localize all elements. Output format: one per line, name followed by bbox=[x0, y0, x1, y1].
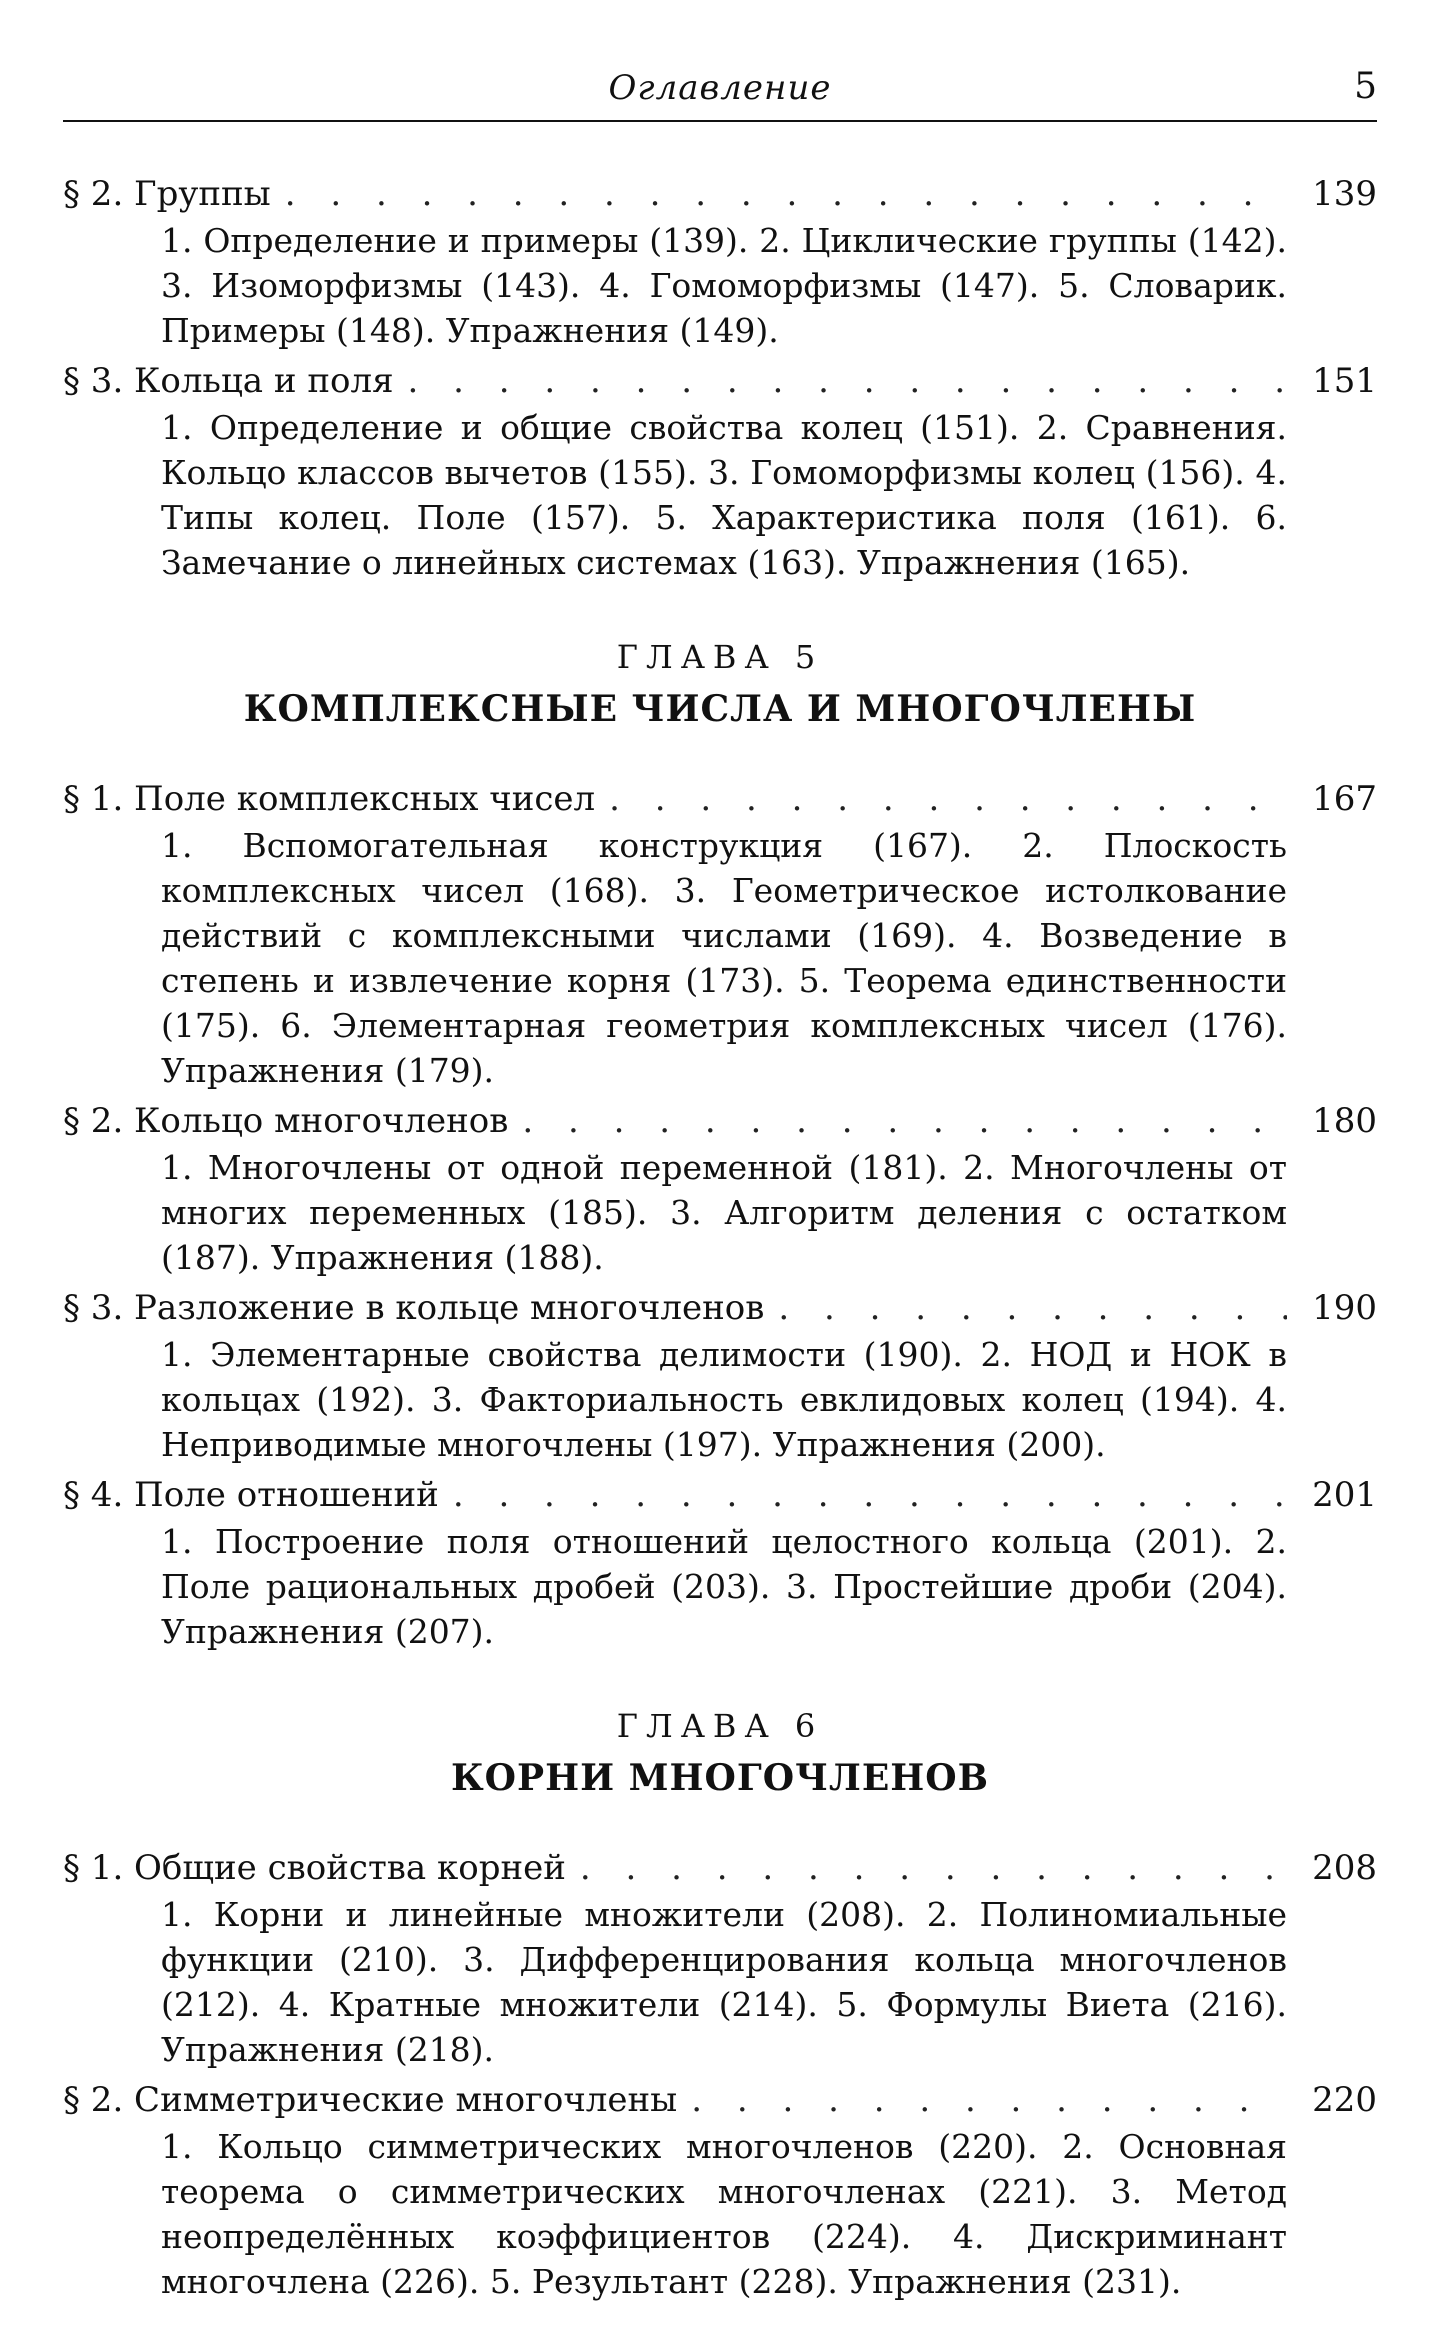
toc-block-chapter-6 bbox=[63, 1846, 1377, 2304]
toc-entry bbox=[63, 359, 1377, 585]
section-title: § 4. Поле отношений bbox=[63, 1475, 439, 1515]
section-description: 1. Вспомогательная конструкция (167). 2. Плоскость комплексных чисел (168). 3. Геометрическое истолкование действий с комплексными числами (169). 4. Возведение в степень и извлечение корня (173). 5. Теорема единственности (175). 6. Элементарная геометрия комплексных чисел (176). Упражнения (179). bbox=[161, 826, 1287, 1090]
section-line bbox=[63, 1099, 1377, 1145]
page-number: 5 bbox=[1354, 66, 1377, 107]
section-line bbox=[63, 1286, 1377, 1332]
toc-entry bbox=[63, 1473, 1377, 1654]
section-page-number: 190 bbox=[1312, 1288, 1377, 1328]
chapter-label: ГЛАВА 6 bbox=[616, 1707, 824, 1745]
section-page-number: 208 bbox=[1312, 1848, 1377, 1888]
leader-dots bbox=[778, 1286, 1287, 1330]
running-title: Оглавление bbox=[608, 68, 832, 108]
section-title: § 2. Группы bbox=[63, 174, 271, 214]
section-description: 1. Кольцо симметрических многочленов (220). 2. Основная теорема о симметрических многочленах (221). 3. Метод неопределённых коэффициентов (224). 4. Дискриминант многочлена (226). 5. Результант (228). Упражнения (231). bbox=[161, 2127, 1287, 2301]
chapter-title: КОРНИ МНОГОЧЛЕНОВ bbox=[450, 1757, 990, 1799]
section-page-number: 220 bbox=[1312, 2080, 1377, 2120]
section-title: § 2. Кольцо многочленов bbox=[63, 1101, 509, 1141]
section-title: § 3. Кольца и поля bbox=[63, 361, 394, 401]
toc-page bbox=[63, 60, 1377, 2310]
toc-entry bbox=[63, 1286, 1377, 1467]
section-title: § 2. Симметрические многочлены bbox=[63, 2080, 678, 2120]
section-line bbox=[63, 777, 1377, 823]
running-header bbox=[63, 60, 1377, 122]
leader-dots bbox=[522, 1099, 1287, 1143]
section-description: 1. Корни и линейные множители (208). 2. Полиномиальные функции (210). 3. Дифференцирования кольца многочленов (212). 4. Кратные множители (214). 5. Формулы Виета (216). Упражнения (218). bbox=[161, 1895, 1287, 2069]
section-description: 1. Определение и примеры (139). 2. Циклические группы (142). 3. Изоморфизмы (143). 4. Гомоморфизмы (147). 5. Словарик. Примеры (148). Упражнения (149). bbox=[161, 221, 1287, 350]
chapter-title: КОМПЛЕКСНЫЕ ЧИСЛА И МНОГОЧЛЕНЫ bbox=[243, 688, 1197, 730]
chapter-label: ГЛАВА 5 bbox=[616, 638, 824, 676]
toc-block-chapter-5 bbox=[63, 777, 1377, 1654]
section-line bbox=[63, 2078, 1377, 2124]
leader-dots bbox=[691, 2078, 1287, 2122]
toc-entry bbox=[63, 1099, 1377, 1280]
section-description: 1. Элементарные свойства делимости (190). 2. НОД и НОК в кольцах (192). 3. Факториальность евклидовых колец (194). 4. Неприводимые многочлены (197). Упражнения (200). bbox=[161, 1335, 1287, 1464]
section-title: § 1. Общие свойства корней bbox=[63, 1848, 566, 1888]
toc-entry bbox=[63, 777, 1377, 1093]
leader-dots bbox=[609, 777, 1287, 821]
section-title: § 3. Разложение в кольце многочленов bbox=[63, 1288, 765, 1328]
leader-dots bbox=[285, 172, 1287, 216]
section-line bbox=[63, 1473, 1377, 1519]
section-page-number: 201 bbox=[1312, 1475, 1377, 1515]
toc-block-chapter-4-tail bbox=[63, 172, 1377, 585]
toc-entry bbox=[63, 172, 1377, 353]
leader-dots bbox=[580, 1846, 1287, 1890]
section-page-number: 139 bbox=[1312, 174, 1377, 214]
section-title: § 1. Поле комплексных чисел bbox=[63, 779, 596, 819]
section-line bbox=[63, 1846, 1377, 1892]
section-page-number: 180 bbox=[1312, 1101, 1377, 1141]
toc-entry bbox=[63, 1846, 1377, 2072]
section-page-number: 151 bbox=[1312, 361, 1377, 401]
section-description: 1. Определение и общие свойства колец (151). 2. Сравнения. Кольцо классов вычетов (155). 3. Гомоморфизмы колец (156). 4. Типы колец. Поле (157). 5. Характеристика поля (161). 6. Замечание о линейных системах (163). Упражнения (165). bbox=[161, 408, 1287, 582]
section-description: 1. Построение поля отношений целостного кольца (201). 2. Поле рациональных дробей (203). 3. Простейшие дроби (204). Упражнения (207). bbox=[161, 1522, 1287, 1651]
section-page-number: 167 bbox=[1312, 779, 1377, 819]
section-line bbox=[63, 359, 1377, 405]
toc-entry bbox=[63, 2078, 1377, 2304]
section-line bbox=[63, 172, 1377, 218]
leader-dots bbox=[453, 1473, 1287, 1517]
leader-dots bbox=[408, 359, 1287, 403]
section-description: 1. Многочлены от одной переменной (181). 2. Многочлены от многих переменных (185). 3. Алгоритм деления с остатком (187). Упражнения (188). bbox=[161, 1148, 1287, 1277]
